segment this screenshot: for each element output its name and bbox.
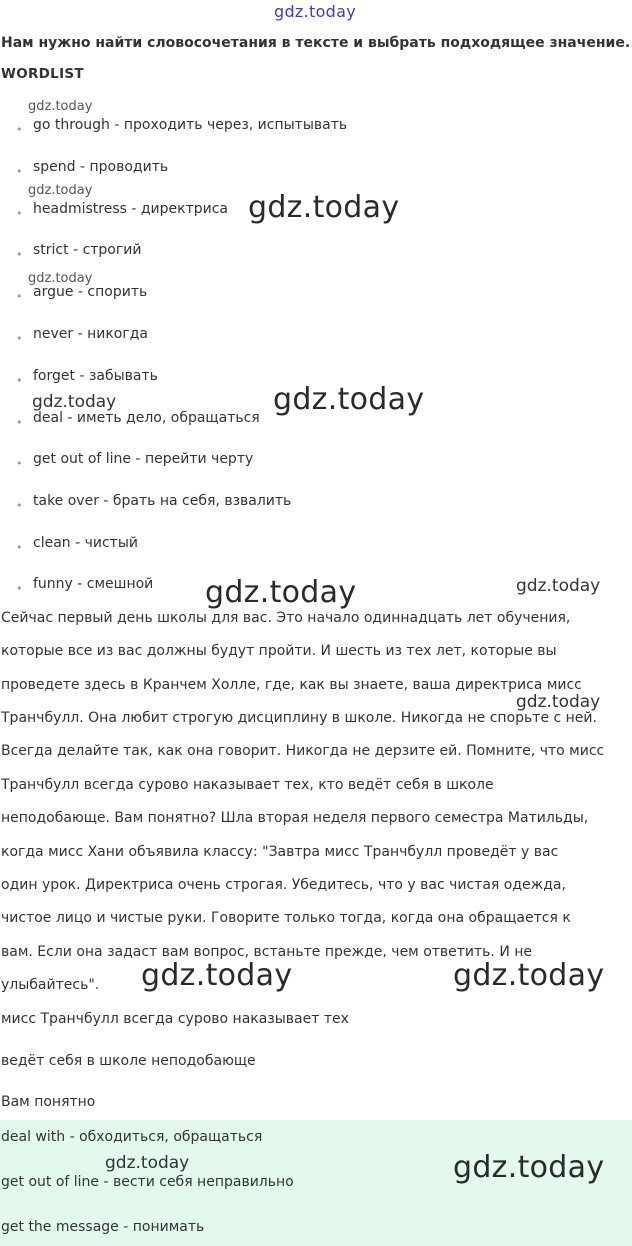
paragraph-line: Всегда делайте так, как она говорит. Никогда не дерзите ей. Помните, что мисс (1, 743, 605, 759)
wordlist-item: headmistress - директриса (33, 201, 229, 217)
paragraph-line: Транчбулл. Она любит строгую дисциплину в школе. Никогда не спорьте с ней. (1, 710, 597, 726)
wordlist-heading: WORDLIST (1, 66, 84, 82)
watermark: gdz.today (28, 271, 93, 286)
wordlist-item: funny - смешной (33, 576, 154, 592)
watermark: gdz.today (453, 958, 605, 993)
bullet-icon: • (16, 332, 23, 345)
watermark: gdz.today (32, 392, 117, 412)
wordlist-item: spend - проводить (33, 159, 169, 175)
wordlist-item: never - никогда (33, 326, 148, 342)
paragraph-line: когда мисс Хани объявила классу: "Завтра мисс Транчбулл проведёт у вас (1, 844, 559, 860)
wordlist-item: deal - иметь дело, обращаться (33, 410, 260, 426)
bullet-icon: • (16, 165, 23, 178)
paragraph-line: чистое лицо и чистые руки. Говорите только тогда, когда она обращается к (1, 910, 571, 926)
bullet-icon: • (16, 374, 23, 387)
bullet-icon: • (16, 207, 23, 220)
answer-line: get out of line - вести себя неправильно (1, 1174, 294, 1190)
paragraph-line: Транчбулл всегда сурово наказывает тех, кто ведёт себя в школе (1, 777, 494, 793)
wordlist-item: strict - строгий (33, 242, 142, 258)
paragraph-line: один урок. Директриса очень строгая. Убедитесь, что у вас чистая одежда, (1, 877, 566, 893)
watermark: gdz.today (248, 190, 400, 225)
site-logo[interactable]: gdz.today (274, 2, 356, 21)
bullet-icon: • (16, 541, 23, 554)
paragraph-line: неподобающе. Вам понятно? Шла вторая неделя первого семестра Матильды, (1, 810, 589, 826)
bullet-icon: • (16, 499, 23, 512)
watermark: gdz.today (205, 575, 357, 610)
bullet-icon: • (16, 457, 23, 470)
found-phrase: мисс Транчбулл всегда сурово наказывает тех (1, 1011, 349, 1027)
watermark: gdz.today (516, 692, 601, 712)
task-statement: Нам нужно найти словосочетания в тексте и выбрать подходящее значение. (1, 35, 631, 51)
wordlist-item: get out of line - перейти черту (33, 451, 254, 467)
wordlist-item: argue - спорить (33, 284, 148, 300)
answer-line: deal with - обходиться, обращаться (1, 1129, 263, 1145)
bullet-icon: • (16, 416, 23, 429)
wordlist-item: clean - чистый (33, 535, 138, 551)
wordlist-item: go through - проходить через, испытывать (33, 117, 348, 133)
bullet-icon: • (16, 582, 23, 595)
watermark: gdz.today (141, 958, 293, 993)
wordlist-item: forget - забывать (33, 368, 158, 384)
paragraph-line: Сейчас первый день школы для вас. Это начало одиннадцать лет обучения, (1, 610, 571, 626)
paragraph-line: улыбайтесь". (1, 977, 100, 993)
watermark: gdz.today (516, 576, 601, 596)
bullet-icon: • (16, 123, 23, 136)
bullet-icon: • (16, 248, 23, 261)
found-phrase: ведёт себя в школе неподобающе (1, 1053, 256, 1069)
paragraph-line: которые все из вас должны будут пройти. И шесть из тех лет, которые вы (1, 643, 557, 659)
watermark: gdz.today (273, 382, 425, 417)
found-phrase: Вам понятно (1, 1094, 96, 1110)
paragraph-line: вам. Если она задаст вам вопрос, встаньте прежде, чем ответить. И не (1, 944, 533, 960)
wordlist-item: take over - брать на себя, взвалить (33, 493, 292, 509)
watermark: gdz.today (105, 1153, 190, 1173)
watermark: gdz.today (453, 1150, 605, 1185)
watermark: gdz.today (28, 99, 93, 114)
answer-line: get the message - понимать (1, 1219, 205, 1235)
bullet-icon: • (16, 290, 23, 303)
watermark: gdz.today (28, 183, 93, 198)
paragraph-line: проведете здесь в Кранчем Холле, где, как вы знаете, ваша директриса мисс (1, 677, 582, 693)
